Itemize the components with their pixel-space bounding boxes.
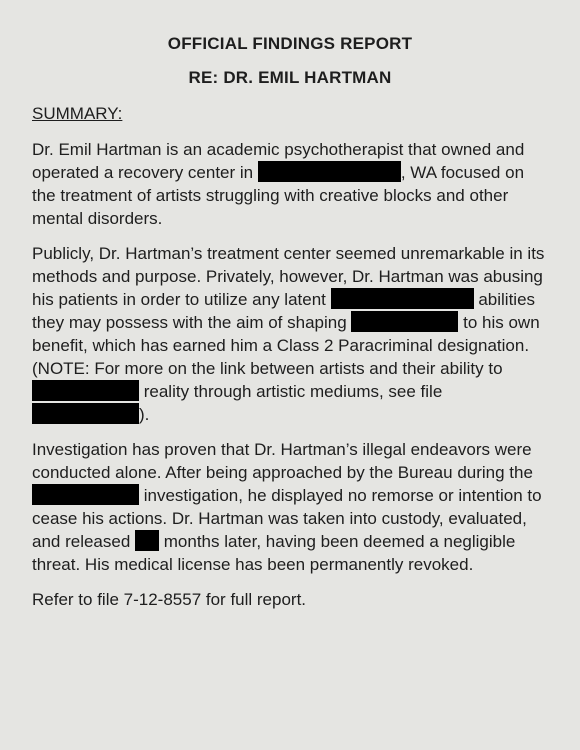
paragraph-investigation [32,438,552,576]
text-segment: months later, having been deemed a negligible [159,532,516,551]
text-line [32,484,552,507]
text-line: Publicly, Dr. Hartman’s treatment center seemed unremarkable in its [32,244,545,263]
text-segment: investigation, he displayed no remorse or intention to [139,486,542,505]
text-line: threat. His medical license has been permanently revoked. [32,555,474,574]
paragraph-reference [32,588,552,611]
redaction-block-abilities [331,288,474,309]
text-line [32,161,552,184]
text-line: benefit, which has earned him a Class 2 Paracriminal designation. [32,336,530,355]
redaction-block-file [32,403,139,424]
text-line: Refer to file 7-12-8557 for full report. [32,590,307,609]
redaction-block-investigation [32,484,139,505]
text-segment: abilities [473,290,536,309]
text-line [32,530,552,553]
text-line [32,380,552,403]
text-line: Dr. Emil Hartman is an academic psychotherapist that owned and [32,140,525,159]
summary-heading: SUMMARY: [32,104,123,123]
report-subject: RE: DR. EMIL HARTMAN [188,68,392,87]
text-line: Investigation has proven that Dr. Hartman’s illegal endeavors were [32,440,532,459]
report-title: OFFICIAL FINDINGS REPORT [167,34,413,53]
text-segment: and released [32,532,136,551]
text-line [32,311,552,334]
text-line: (NOTE: For more on the link between artists and their ability to [32,359,503,378]
text-line: conducted alone. After being approached by the Bureau during the [32,463,533,482]
text-line [32,403,552,426]
redaction-block-ability [32,380,139,401]
text-segment: to his own [458,313,540,332]
redaction-block-months [135,530,159,551]
text-segment: reality through artistic mediums, see file [139,382,443,401]
text-segment: ). [139,405,150,424]
redaction-block-city [258,161,401,182]
text-segment: his patients in order to utilize any latent [32,290,331,309]
text-line [32,288,552,311]
text-segment: they may possess with the aim of shaping [32,313,352,332]
paragraph-overview [32,138,552,230]
text-segment: , WA focused on [400,163,525,182]
text-segment: operated a recovery center in [32,163,258,182]
redaction-block-target [351,311,458,332]
text-line: methods and purpose. Privately, however, Dr. Hartman was abusing [32,267,543,286]
paragraph-methods [32,242,552,426]
text-line: the treatment of artists struggling with creative blocks and other [32,186,509,205]
text-line: mental disorders. [32,209,163,228]
text-line: cease his actions. Dr. Hartman was taken into custody, evaluated, [32,509,527,528]
